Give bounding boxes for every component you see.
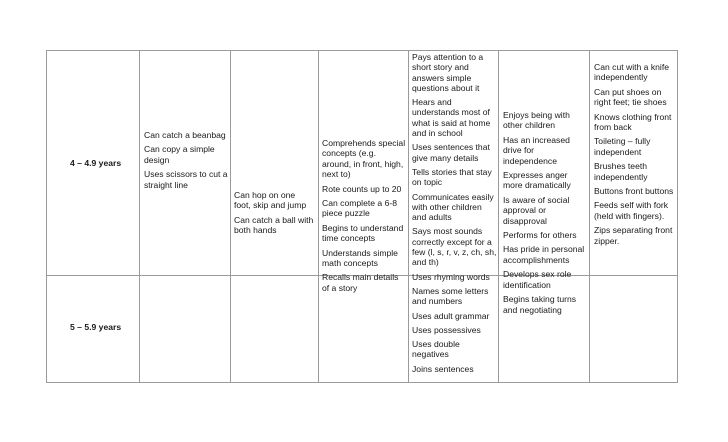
age-label-row2: 5 – 5.9 years	[70, 322, 122, 332]
skill-item: Expresses anger more dramatically	[503, 170, 571, 191]
skill-item: Recalls main details of a story	[322, 272, 399, 293]
skill-item: Can put shoes on right feet; tie shoes	[594, 86, 667, 108]
skill-item: Pays attention to a short story and answers simple questions about it	[412, 52, 484, 93]
skill-item: Uses sentences that give many details	[412, 142, 490, 163]
skill-item: Begins to understand time concepts	[322, 222, 404, 244]
skill-item: Develops sex role identification	[503, 269, 572, 290]
skill-item: Can catch a beanbag	[144, 130, 226, 140]
skill-item: Begins taking turns and negotiating	[503, 294, 577, 315]
language-cell	[412, 52, 498, 378]
skill-item: Joins sentences	[412, 363, 474, 374]
skill-item: Enjoys being with other children	[503, 110, 570, 131]
skill-item: Rote counts up to 20	[322, 183, 402, 194]
fine-motor-cell	[144, 130, 234, 194]
skill-item: Uses scissors to cut a straight line	[144, 169, 228, 190]
skill-item: Understands simple math concepts	[322, 247, 398, 269]
skill-item: Has an increased drive for independence	[503, 134, 570, 166]
self-help-cell	[594, 62, 677, 250]
skill-item: Can catch a ball with both hands	[234, 214, 314, 236]
social-cell	[503, 110, 589, 319]
skill-item: Buttons front buttons	[594, 186, 674, 197]
skill-item: Zips separating front zipper.	[594, 225, 673, 246]
skill-item: Is aware of social approval or disapproval	[503, 194, 570, 226]
skill-item: Says most sounds correctly except for a few (l, s, r, v, z, ch, sh, and th)	[412, 226, 497, 268]
skill-item: Uses double negatives	[412, 339, 460, 360]
skill-item: Feeds self with fork (held with fingers).	[594, 200, 669, 221]
skill-item: Comprehends special concepts (e.g. around, in front, high, next to)	[322, 138, 406, 180]
gross-motor-cell	[234, 190, 314, 240]
skill-item: Communicates easily with other children and adults	[412, 191, 494, 223]
age-label-row1: 4 – 4.9 years	[70, 158, 122, 168]
skill-item: Can complete a 6-8 piece puzzle	[322, 198, 397, 219]
skill-item: Hears and understands most of what is said at home and in school	[412, 97, 491, 139]
cognitive-cell	[322, 138, 406, 297]
skill-item: Has pride in personal accomplishments	[503, 244, 585, 265]
skill-item: Toileting – fully independent	[594, 136, 651, 157]
skill-item: Names some letters and numbers	[412, 285, 489, 307]
skill-item: Can hop on one foot, skip and jump	[234, 190, 307, 211]
skill-item: Brushes teeth independently	[594, 161, 648, 182]
skill-item: Can copy a simple design	[144, 144, 215, 165]
skill-item: Uses possessives	[412, 324, 481, 335]
skill-item: Can cut with a knife independently	[594, 62, 669, 83]
skill-item: Knows clothing front from back	[594, 111, 672, 133]
skill-item: Tells stories that stay on topic	[412, 166, 492, 188]
skill-item: Uses rhyming words	[412, 271, 490, 282]
skill-item: Uses adult grammar	[412, 310, 490, 321]
skill-item: Performs for others	[503, 230, 577, 241]
